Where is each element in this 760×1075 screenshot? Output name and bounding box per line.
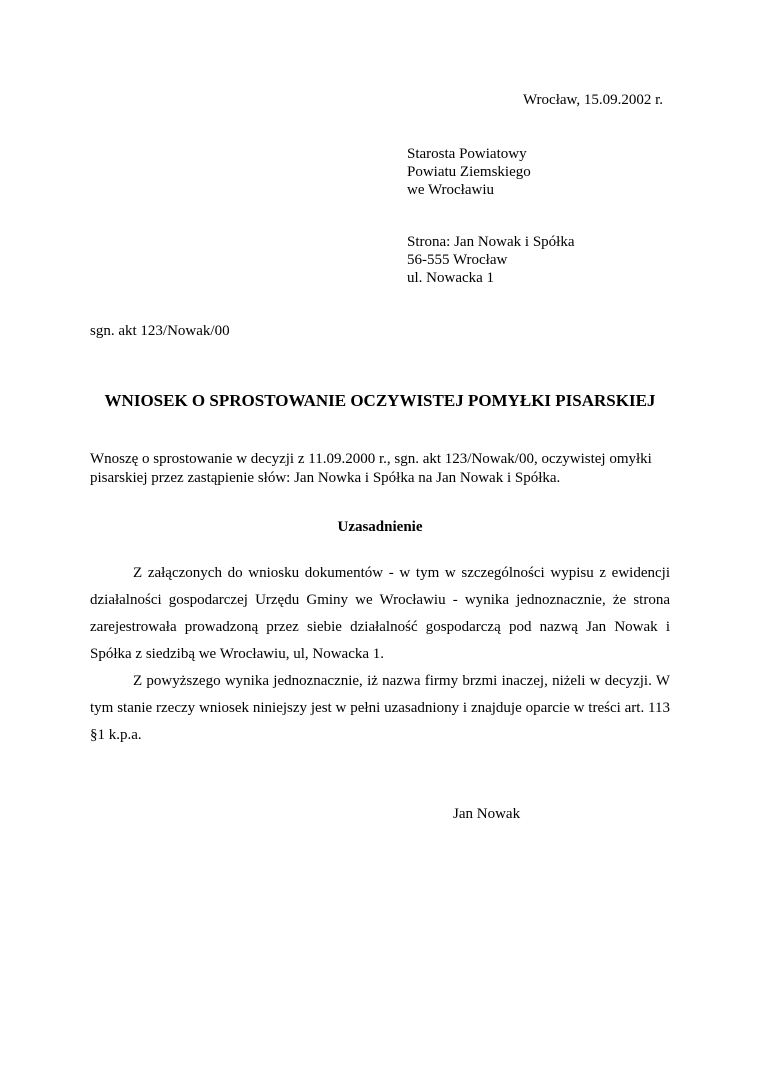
party-line: ul. Nowacka 1 <box>407 270 495 286</box>
signature-name: Jan Nowak <box>453 806 521 822</box>
party-address <box>407 233 574 287</box>
justification-paragraph: Z powyższego wynika jednoznacznie, iż nazwa firmy brzmi inaczej, niżeli w decyzji. W tym stanie rzeczy wniosek niniejszy jest w pełni uzasadniony i znajduje oparcie w treści art. 113 §1 k.p.a. <box>90 673 670 743</box>
party-line: 56-555 Wrocław <box>407 252 508 268</box>
party-line: Strona: Jan Nowak i Spółka <box>407 234 575 250</box>
case-reference: sgn. akt 123/Nowak/00 <box>90 323 230 339</box>
document-title: WNIOSEK O SPROSTOWANIE OCZYWISTEJ POMYŁKI PISARSKIEJ <box>104 391 656 410</box>
recipient-line: we Wrocławiu <box>407 182 495 198</box>
recipient-line: Powiatu Ziemskiego <box>407 164 531 180</box>
recipient-line: Starosta Powiatowy <box>407 146 527 162</box>
recipient-address <box>407 145 531 199</box>
justification-heading: Uzasadnienie <box>337 519 423 535</box>
justification-body <box>90 560 670 749</box>
justification-paragraph: Z załączonych do wniosku dokumentów - w tym w szczególności wypisu z ewidencji działalności gospodarczej Urzędu Gminy we Wrocławiu - wynika jednoznacznie, że strona zarejestrowała prowadzoną przez siebie działalność gospodarczą pod nazwą Jan Nowak i Spółka z siedzibą we Wrocławiu, ul, Nowacka 1. <box>90 565 670 662</box>
date-line: Wrocław, 15.09.2002 r. <box>523 92 664 108</box>
request-paragraph: Wnoszę o sprostowanie w decyzji z 11.09.2000 r., sgn. akt 123/Nowak/00, oczywistej omyłki pisarskiej przez zastąpienie słów: Jan Nowka i Spółka na Jan Nowak i Spółka. <box>90 451 652 486</box>
